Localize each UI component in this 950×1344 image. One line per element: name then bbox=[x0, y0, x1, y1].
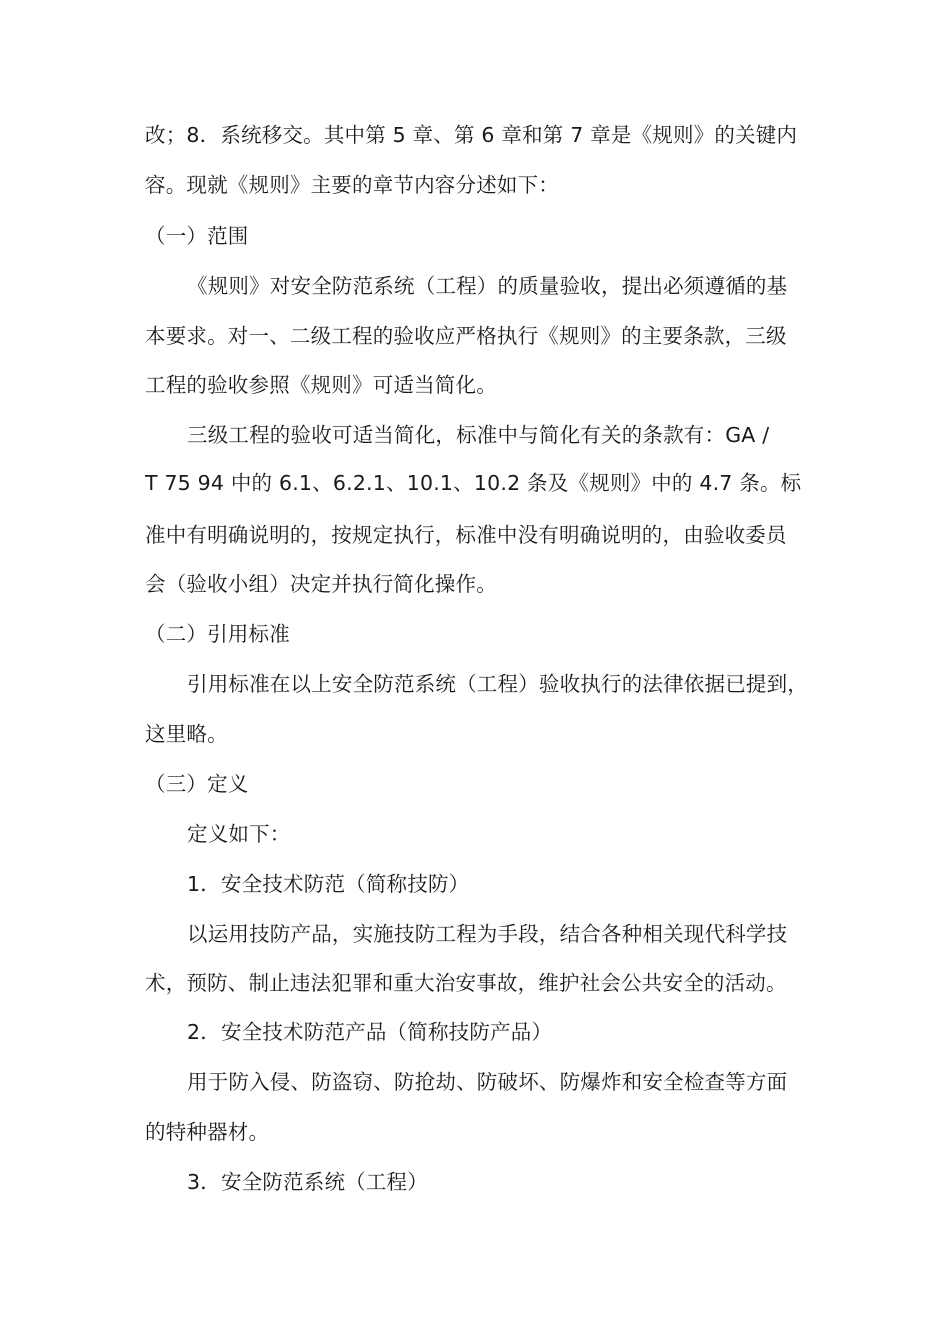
body-text-line: 的特种器材。 bbox=[145, 1120, 270, 1144]
section-heading-scope: （一）范围 bbox=[145, 224, 249, 248]
definition-title: 3．安全防范系统（工程） bbox=[187, 1170, 428, 1194]
definition-title: 1．安全技术防范（简称技防） bbox=[187, 872, 470, 896]
section-heading-references: （二）引用标准 bbox=[145, 622, 290, 646]
body-text-line: 用于防入侵、防盗窃、防抢劫、防破坏、防爆炸和安全检查等方面 bbox=[187, 1070, 788, 1094]
body-text-line: 会（验收小组）决定并执行简化操作。 bbox=[145, 572, 497, 596]
body-text-line: 《规则》对安全防范系统（工程）的质量验收，提出必须遵循的基 bbox=[187, 274, 788, 298]
body-text-line: 本要求。对一、二级工程的验收应严格执行《规则》的主要条款，三级 bbox=[145, 324, 787, 348]
body-text-line: 术，预防、制止违法犯罪和重大治安事故，维护社会公共安全的活动。 bbox=[145, 971, 787, 995]
body-text-line: 以运用技防产品，实施技防工程为手段，结合各种相关现代科学技 bbox=[187, 922, 788, 946]
body-text-line: 三级工程的验收可适当简化，标准中与简化有关的条款有：GA / bbox=[187, 423, 770, 447]
body-text-line: T 75 94 中的 6.1、6.2.1、10.1、10.2 条及《规则》中的 4.7 条。标 bbox=[145, 471, 802, 495]
section-heading-definitions: （三）定义 bbox=[145, 772, 249, 796]
body-text-line: 改；8．系统移交。其中第 5 章、第 6 章和第 7 章是《规则》的关键内 bbox=[145, 123, 798, 147]
definition-title: 2．安全技术防范产品（简称技防产品） bbox=[187, 1020, 553, 1044]
body-text-line: 这里略。 bbox=[145, 722, 228, 746]
body-text-line: 引用标准在以上安全防范系统（工程）验收执行的法律依据已提到， bbox=[187, 672, 808, 696]
body-text-line: 准中有明确说明的，按规定执行，标准中没有明确说明的，由验收委员 bbox=[145, 523, 787, 547]
body-text-line: 容。现就《规则》主要的章节内容分述如下： bbox=[145, 173, 559, 197]
body-text-line: 工程的验收参照《规则》可适当简化。 bbox=[145, 373, 497, 397]
body-text-line: 定义如下： bbox=[187, 822, 291, 846]
